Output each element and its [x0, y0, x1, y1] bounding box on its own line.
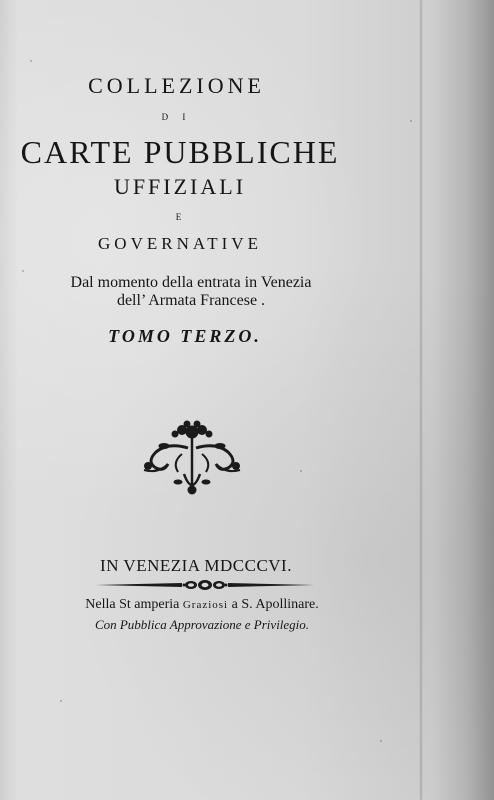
title-di: D I	[161, 112, 192, 122]
printer-line	[0, 597, 404, 613]
paper-speck	[410, 120, 412, 122]
title-e: E	[175, 212, 185, 222]
subtitle-line-1: Dal momento della entrata in Venezia	[70, 274, 312, 291]
title-uffiziali: UFFIZIALI	[113, 174, 247, 199]
subtitle-line-2: dell’ Armata Francese .	[116, 292, 266, 309]
paper-speck	[22, 270, 24, 272]
page-edge-shadow	[434, 0, 494, 800]
imprint-place-date: IN VENEZIA MDCCCVI.	[100, 556, 292, 575]
title-carte-pubbliche: CARTE PUBBLICHE	[20, 134, 340, 170]
page-crease	[420, 0, 422, 800]
volume-label: TOMO TERZO.	[108, 326, 262, 346]
printer-name: Graziosi	[182, 599, 229, 611]
title-collezione: COLLEZIONE	[88, 73, 265, 98]
printer-suffix: a S. Apollinare.	[228, 597, 319, 612]
printer-prefix: Nella St amperia	[85, 597, 183, 612]
paper-speck	[300, 470, 302, 472]
paper-speck	[30, 60, 32, 62]
decorative-rule-icon	[96, 578, 314, 592]
paper-speck	[60, 700, 62, 702]
title-governative: GOVERNATIVE	[98, 234, 262, 253]
floral-vignette-icon	[138, 418, 246, 500]
privilege-line: Con Pubblica Approvazione e Privilegio.	[94, 617, 310, 632]
paper-speck	[380, 740, 382, 742]
